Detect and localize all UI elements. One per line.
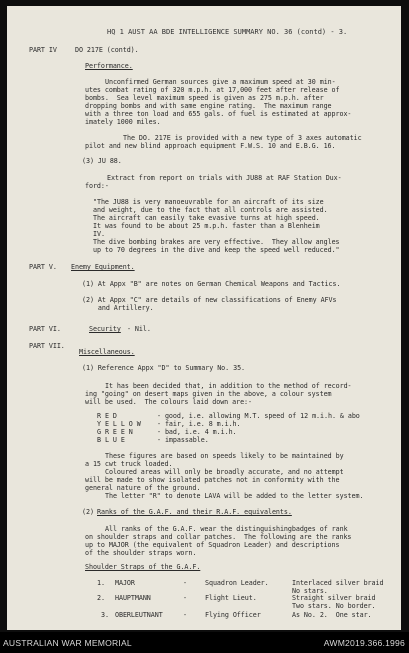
going-line: will be used. The colours laid down are:-: [85, 398, 253, 406]
going-line: ing "going" on desert maps given in the above, a colour system: [85, 390, 332, 398]
part-v-item: and Artillery.: [82, 304, 154, 312]
footer-institution: AUSTRALIAN WAR MEMORIAL: [3, 638, 132, 648]
colour-desc: - good, i.e. allowing M.T. speed of 12 m.i.h. & abo: [157, 412, 360, 420]
figures-line: general nature of the ground.: [85, 484, 201, 492]
part-v-title: Enemy Equipment.: [71, 263, 135, 271]
ju88-quote-line: "The JU88 is very manoeuvrable for an aircraft of its size: [93, 198, 324, 206]
table-row-description: As No. 2. One star.: [292, 611, 372, 619]
table-row-description: Two stars. No border.: [292, 602, 376, 610]
part-vii-label: PART VII.: [29, 342, 65, 350]
table-row-dash: -: [183, 611, 187, 619]
ju88-quote-line: The dive bombing brakes are very effective. They allow angles: [93, 238, 340, 246]
figures-line: a 15 cwt truck loaded.: [85, 460, 173, 468]
performance-line: with a three ton load and 655 gals. of fuel is estimated at approx-: [85, 110, 352, 118]
performance-line: Unconfirmed German sources give a maximum speed at 30 min-: [105, 78, 336, 86]
table-row-rank: OBERLEUTNANT: [115, 611, 163, 619]
table-row-number: 1.: [97, 579, 105, 587]
performance-line: bombs. Sea level maximum speed is given as 275 m.p.h. after: [85, 94, 324, 102]
ranks-line: up to MAJOR (the equivalent of Squadron Leader) and descriptions: [85, 541, 340, 549]
archive-footer: [0, 632, 409, 653]
colour-name: G R E E N: [97, 428, 133, 436]
ju88-quote-line: and weight, due to the fact that all controls are assisted.: [93, 206, 328, 214]
table-row-equivalent: Flight Lieut.: [205, 594, 257, 602]
table-row-description: Straight silver braid: [292, 594, 376, 602]
footer-accession-number: AWM2019.366.1996: [323, 638, 405, 648]
document-header: HQ 1 AUST AA BDE INTELLIGENCE SUMMARY NO. 36 (contd) - 3.: [107, 28, 348, 36]
ju88-quote-line: up to 70 degrees in the dive and keep the speed well reduced.": [93, 246, 340, 254]
figures-line: will be made to show isolated patches not in conformity with the: [85, 476, 340, 484]
ranks-line: All ranks of the G.A.F. wear the distinguishingbadges of rank: [105, 525, 348, 533]
table-row-rank: HAUPTMANN: [115, 594, 151, 602]
part-v-item: (2) At Appx "C" are details of new classifications of Enemy AFVs: [82, 296, 337, 304]
ju88-quote-line: The aircraft can easily take evasive turns at high speed.: [93, 214, 320, 222]
do217-line: pilot and new blind approach equipment F.W.S. 10 and E.B.G. 16.: [85, 142, 336, 150]
performance-line: imately 1000 miles.: [85, 118, 161, 126]
do217-line: The DO. 217E is provided with a new type of 3 axes automatic: [123, 134, 362, 142]
ranks-line: on shoulder straps and collar patches. The following are the ranks: [85, 533, 352, 541]
ranks-number: (2): [82, 508, 94, 516]
table-row-description: No stars.: [292, 587, 328, 595]
part-v-item: (1) At Appx "B" are notes on German Chemical Weapons and Tactics.: [82, 280, 341, 288]
part-iv-label: PART IV: [29, 46, 57, 54]
part-v-label: PART V.: [29, 263, 57, 271]
table-row-equivalent: Squadron Leader.: [205, 579, 269, 587]
colour-desc: - fair, i.e. 8 m.i.h.: [157, 420, 241, 428]
table-row-dash: -: [183, 579, 187, 587]
performance-line: utes combat rating of 320 m.p.h. at 17,000 feet after release of: [85, 86, 340, 94]
ranks-line: of the shoulder straps worn.: [85, 549, 197, 557]
table-row-number: 3.: [101, 611, 109, 619]
security-heading: Security: [89, 325, 121, 333]
table-row-description: Interlaced silver braid: [292, 579, 384, 587]
document-page: [7, 6, 401, 630]
table-row-number: 2.: [97, 594, 105, 602]
ju88-line: ford:-: [85, 182, 109, 190]
ranks-heading: Ranks of the G.A.F. and their R.A.F. equivalents.: [97, 508, 292, 516]
reference-line: (1) Reference Appx "D" to Summary No. 35.: [82, 364, 246, 372]
table-row-equivalent: Flying Officer: [205, 611, 261, 619]
table-row-dash: -: [183, 594, 187, 602]
performance-heading: Performance.: [85, 62, 133, 70]
figures-line: Coloured areas will only be broadly accurate, and no attempt: [105, 468, 344, 476]
part-iv-title: DO 217E (contd).: [75, 46, 139, 54]
figures-line: The letter "R" to denote LAVA will be added to the letter system.: [105, 492, 364, 500]
ju88-quote-line: IV.: [93, 230, 105, 238]
figures-line: These figures are based on speeds likely to be maintained by: [105, 452, 344, 460]
part-vi-label: PART VI.: [29, 325, 61, 333]
table-row-rank: MAJOR: [115, 579, 135, 587]
security-value: - Nil.: [123, 325, 151, 333]
colour-desc: - impassable.: [157, 436, 209, 444]
performance-line: dropping bombs and with same engine rating. The maximum range: [85, 102, 332, 110]
colour-name: R E D: [97, 412, 117, 420]
ju88-quote-line: It was found to be about 25 m.p.h. faster than a Blenheim: [93, 222, 320, 230]
colour-desc: - bad, i.e. 4 m.i.h.: [157, 428, 237, 436]
shoulder-straps-heading: Shoulder Straps of the G.A.F.: [85, 563, 201, 571]
colour-name: Y E L L O W: [97, 420, 141, 428]
going-line: It has been decided that, in addition to the method of record-: [105, 382, 352, 390]
ju88-line: Extract from report on trials with JU88 at RAF Station Dux-: [107, 174, 342, 182]
miscellaneous-heading: Miscellaneous.: [79, 348, 135, 356]
ju88-heading: (3) JU 88.: [82, 157, 122, 165]
colour-name: B L U E: [97, 436, 125, 444]
